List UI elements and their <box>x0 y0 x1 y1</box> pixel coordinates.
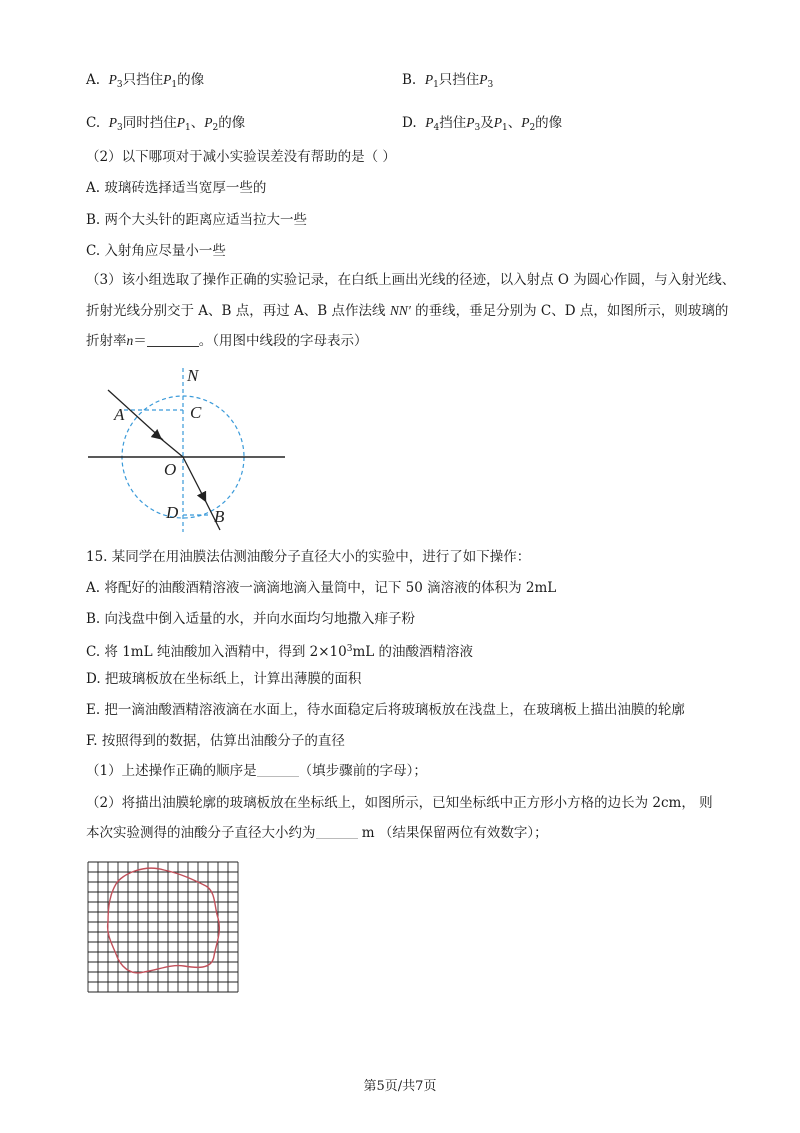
label-a: A <box>114 405 125 424</box>
q15-step-c: C. 将 1mL 纯油酸加入酒精中，得到 $2\times 10^3mL$ 的油酸酒精溶液 <box>86 644 474 660</box>
q15-part2-line2: 本次实验测得的油酸分子直径大小约为 m （结果保留两位有效数字）； <box>86 825 548 841</box>
q14-part2-option-c: C. 入射角应尽量小一些 <box>86 243 226 259</box>
option-c: C. $P_3$同时挡住$P_1$、$P_2$的像 <box>86 115 246 133</box>
q15-part1: （1）上述操作正确的顺序是 （填步骤前的字母）； <box>86 763 427 779</box>
q15-step-e: E. 把一滴油酸酒精溶液滴在水面上，待水面稳定后将玻璃板放在浅盘上，在玻璃板上描出油膜的轮廓 <box>86 702 685 718</box>
q15-step-a: A. 将配好的油酸酒精溶液一滴滴地滴入量筒中，记下 50 滴溶液的体积为 2mL <box>86 580 557 596</box>
refraction-figure <box>80 360 300 535</box>
incident-ray-tail <box>160 438 183 457</box>
answer-blank-order[interactable] <box>257 762 299 777</box>
q15-step-b: B. 向浅盘中倒入适量的水，并向水面均匀地撒入痱子粉 <box>86 611 416 627</box>
option-b: B. $P_1$只挡住$P_3$ <box>402 72 494 90</box>
option-d: D. $P_4$挡住$P_3$及$P_1$、$P_2$的像 <box>402 115 563 133</box>
q15-stem: 15. 某同学在用油膜法估测油酸分子直径大小的实验中，进行了如下操作： <box>86 549 531 565</box>
oil-film-grid <box>86 858 246 1000</box>
refracted-ray <box>183 457 205 500</box>
q15-step-f: F. 按照得到的数据，估算出油酸分子的直径 <box>86 733 345 749</box>
grid-lines <box>88 862 238 992</box>
q14-part2-option-b: B. 两个大头针的距离应适当拉大一些 <box>86 212 308 228</box>
q15-part2-line1: （2）将描出油膜轮廓的玻璃板放在坐标纸上，如图所示，已知坐标纸中正方形小方格的边长为 2cm， 则 <box>86 795 713 811</box>
answer-blank-n[interactable] <box>147 332 199 347</box>
q14-part3-line1: （3）该小组选取了操作正确的实验记录，在白纸上画出光线的径迹，以入射点 O 为圆心作圆，与入射光线、 <box>86 272 736 288</box>
page-footer: 第5页/共7页 <box>363 1079 437 1094</box>
answer-blank-diameter[interactable] <box>316 824 358 839</box>
label-c: C <box>190 403 202 422</box>
q14-part2-option-a: A. 玻璃砖选择适当宽厚一些的 <box>86 180 267 196</box>
oil-film-outline <box>108 868 220 973</box>
q14-part2-stem: （2）以下哪项对于减小实验误差没有帮助的是（ ） <box>86 149 396 165</box>
label-o: O <box>164 460 177 479</box>
q15-step-d: D. 把玻璃板放在坐标纸上，计算出薄膜的面积 <box>86 671 362 687</box>
label-n: N <box>187 366 199 385</box>
label-d: D <box>166 503 179 522</box>
q14-part3-line2: 折射光线分别交于 A、B 点，再过 A、B 点作法线 NN′ 的垂线，垂足分别为 C、D 点，如图所示，则玻璃的 <box>86 303 729 319</box>
label-b: B <box>214 507 225 526</box>
option-a: A. $P_3$只挡住$P_1$的像 <box>86 72 205 90</box>
q14-part3-line3: 折射率n＝ 。（用图中线段的字母表示） <box>86 333 368 349</box>
